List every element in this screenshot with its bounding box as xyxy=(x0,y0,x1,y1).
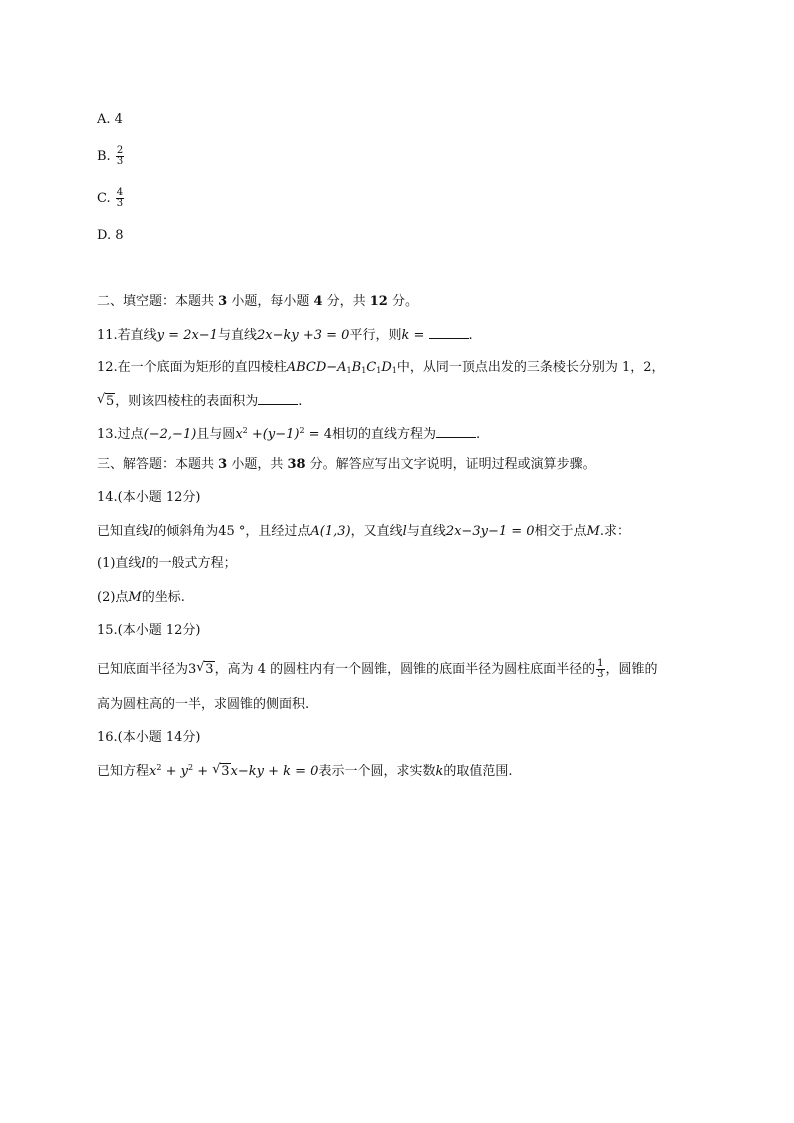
question-14-part-1: (1)直线l的一般式方程； xyxy=(97,556,237,571)
answer-blank xyxy=(429,326,469,339)
section-3-heading: 三、解答题：本题共 3 小题，共 38 分。解答应写出文字说明，证明过程或演算步骤。 xyxy=(97,457,596,472)
question-15-cont: 高为圆柱高的一半，求圆锥的侧面积. xyxy=(97,697,310,712)
answer-blank xyxy=(436,425,476,438)
fraction: $\frac{4}{3}$ xyxy=(116,187,124,209)
question-16: 已知方程$x^2 + y^2$ + √ 3x−ky + k = 0表示一个圆，求实数k的取值范围. xyxy=(97,762,513,779)
question-13: 13.过点(−2,−1)且与圆$x^2 +(y-1)^2 = 4$相切的直线方程为 . xyxy=(97,426,481,442)
sqrt: √ 3 xyxy=(212,762,230,779)
question-12-cont: √ 5，则该四棱柱的表面积为 . xyxy=(97,392,303,409)
question-14: 已知直线l的倾斜角为45 °，且经过点A(1,3)，又直线l与直线2x−3y−1 = 0相交于点M.求： xyxy=(97,524,630,539)
option-c: C. $\frac{4}{3}$ xyxy=(97,187,124,209)
fraction: $\frac{2}{3}$ xyxy=(116,145,124,167)
question-15-header: 15.(本小题 12分) xyxy=(97,623,201,638)
sqrt: √ 3 xyxy=(196,660,214,677)
question-15: 已知底面半径为3 √ 3，高为 4 的圆柱内有一个圆锥，圆锥的底面半径为圆柱底面半径的 $\frac{1}{3}$ ，圆锥的 xyxy=(97,658,658,680)
option-d: D. 8 xyxy=(97,228,124,243)
answer-blank xyxy=(258,392,298,405)
section-2-heading: 二、填空题：本题共 3 小题，每小题 4 分，共 12 分。 xyxy=(97,294,418,309)
question-12: 12.在一个底面为矩形的直四棱柱$ABCD-A_1B_1C_1D_1$中，从同一顶点出发的三条棱长分别为 1，2， xyxy=(97,360,665,375)
question-14-header: 14.(本小题 12分) xyxy=(97,490,201,505)
question-11: 11.若直线y = 2x−1与直线2x−ky +3 = 0平行，则k = . xyxy=(97,328,473,343)
question-16-header: 16.(本小题 14分) xyxy=(97,730,201,745)
option-a: A. 4 xyxy=(97,112,123,127)
sqrt: √ 5 xyxy=(97,392,115,409)
question-14-part-2: (2)点M的坐标. xyxy=(97,590,185,605)
option-b: B. $\frac{2}{3}$ xyxy=(97,145,124,167)
fraction: $\frac{1}{3}$ xyxy=(597,658,604,680)
